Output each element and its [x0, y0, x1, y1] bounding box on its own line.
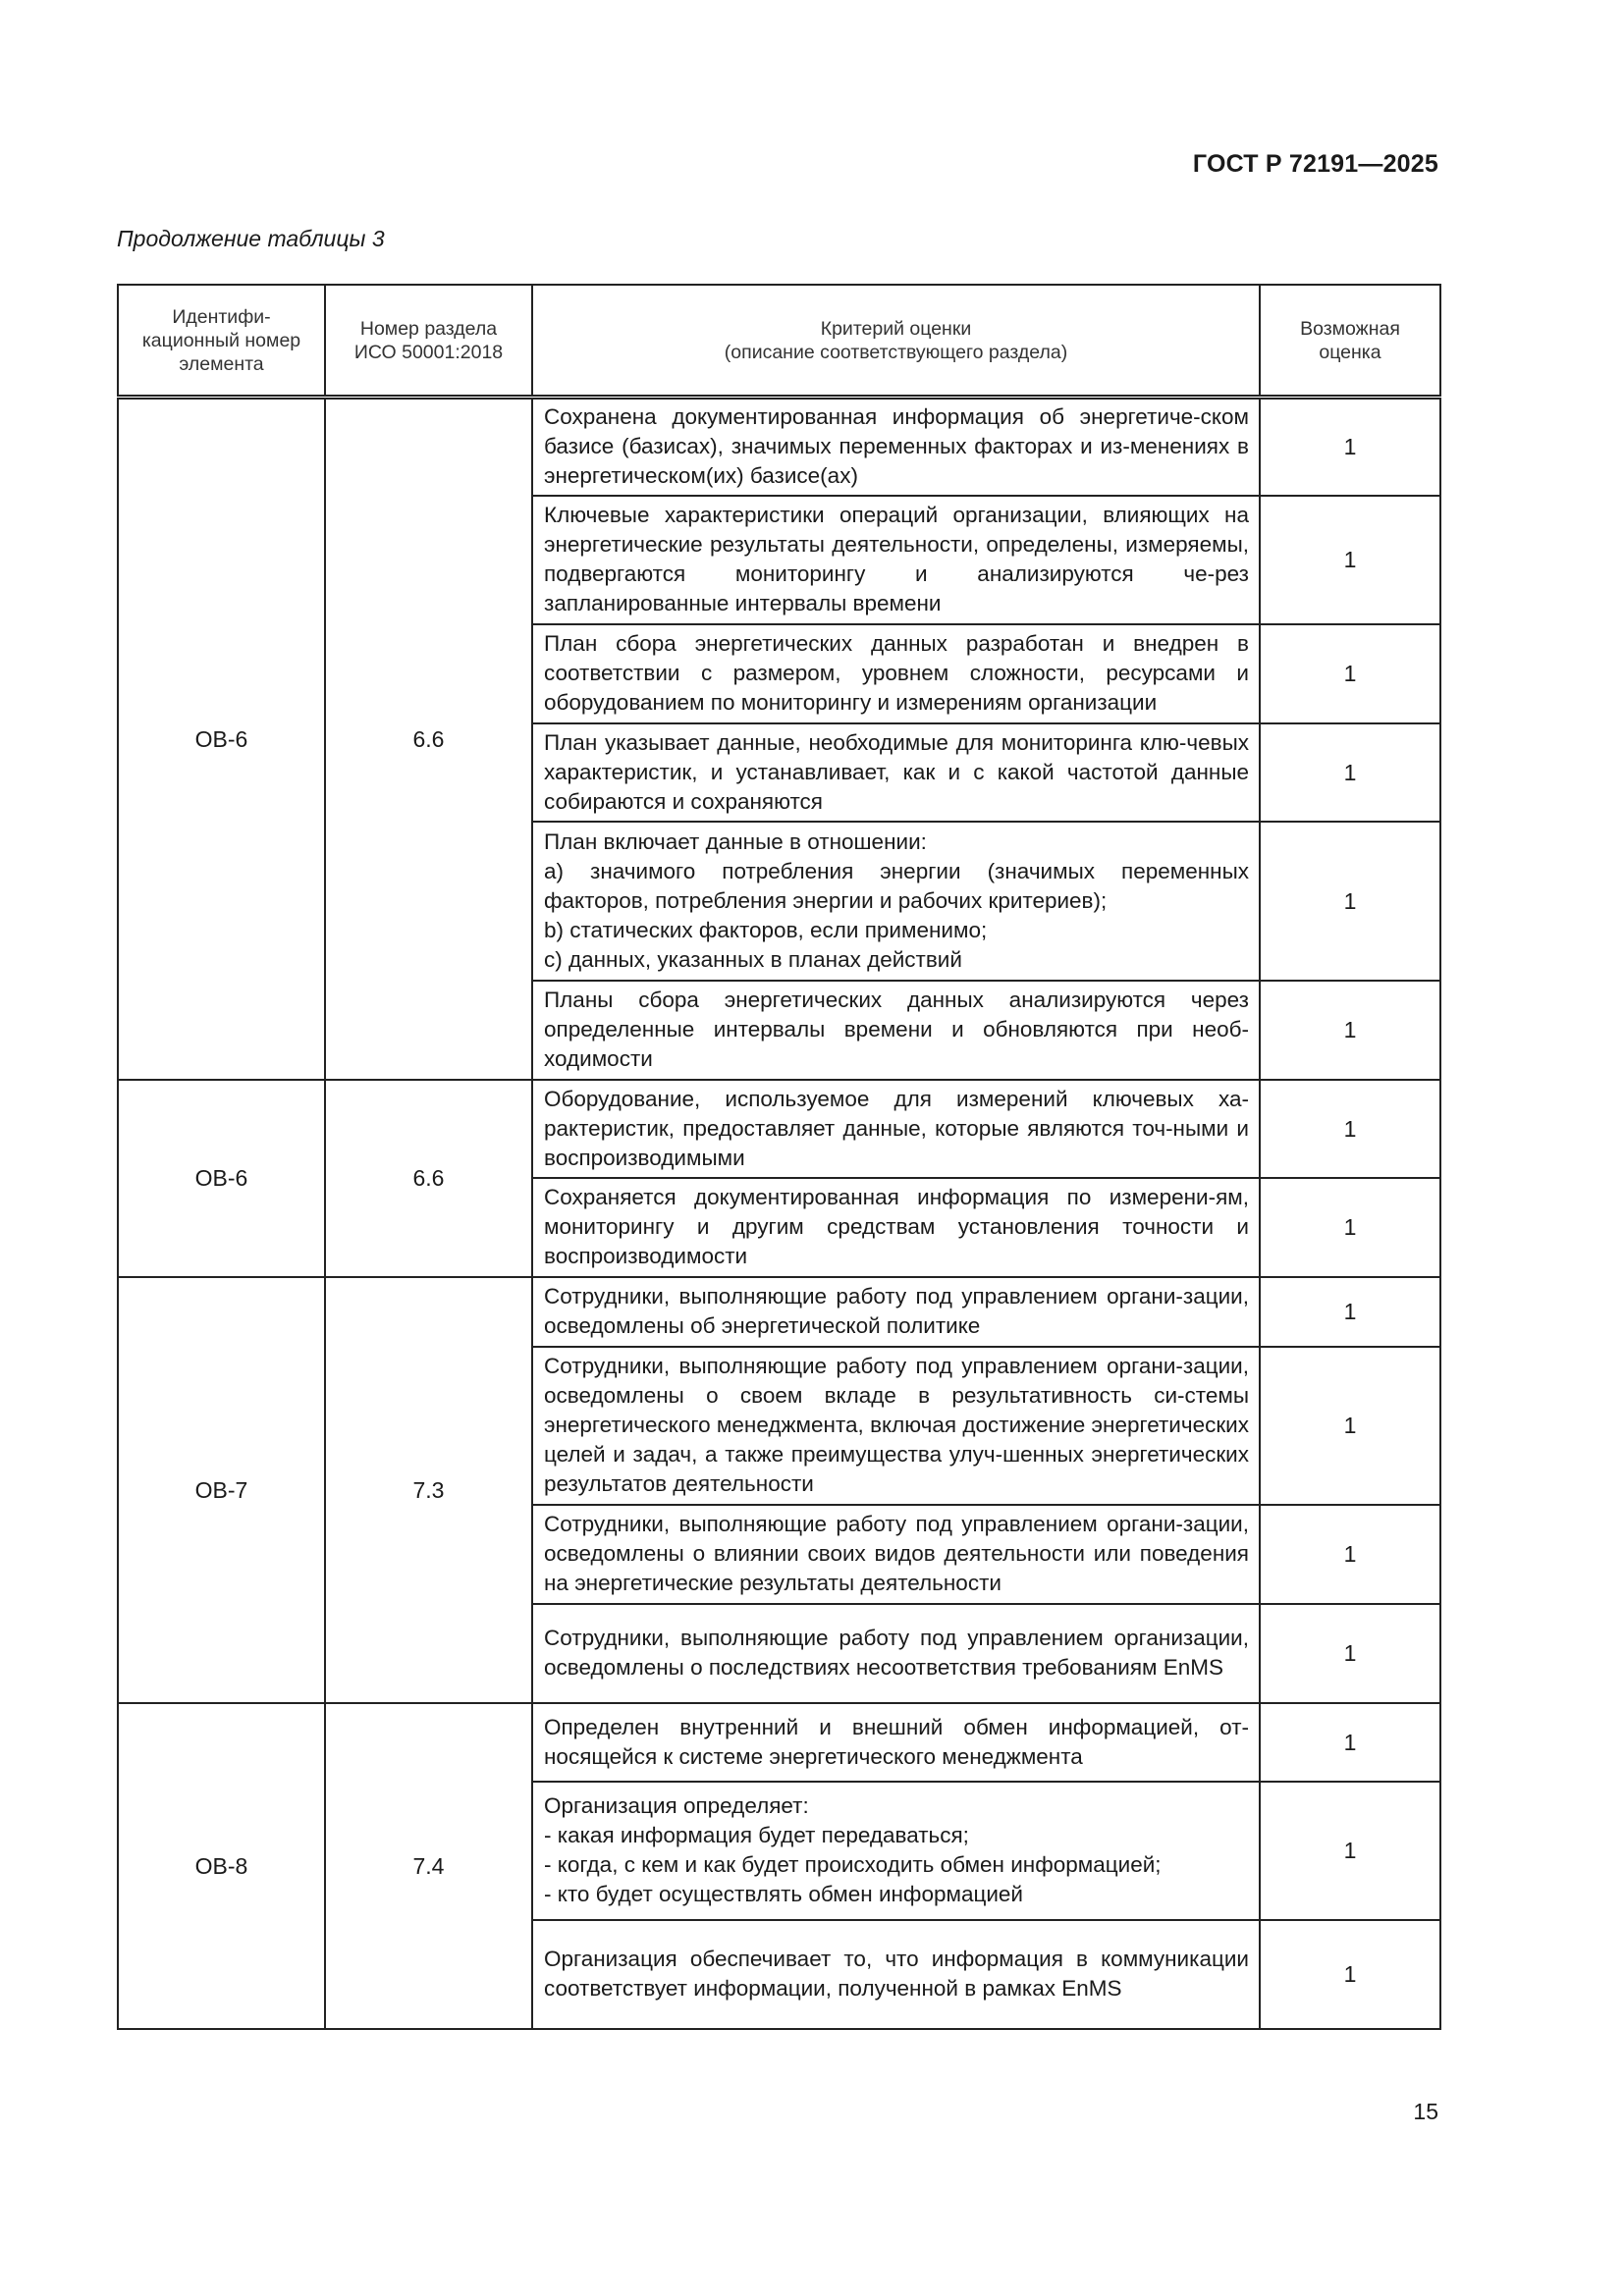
criterion-cell: Организация обеспечивает то, что информация в коммуникации соответствует информации, полученной в рамках EnMS — [532, 1920, 1260, 2029]
score-cell: 1 — [1260, 1178, 1440, 1277]
column-header-section: Номер раздела ИСО 50001:2018 — [325, 285, 532, 398]
table-row — [118, 1703, 1440, 1782]
score-cell: 1 — [1260, 723, 1440, 822]
criterion-cell: Сотрудники, выполняющие работу под управлением органи-зации, осведомлены о своем вкладе в результативность си-стемы энергетического менеджмента, включая достижение энергетических целей и задач, а также преимущества улуч-шенных энергетических результатов деятельности — [532, 1347, 1260, 1505]
score-cell: 1 — [1260, 1703, 1440, 1782]
score-cell: 1 — [1260, 981, 1440, 1080]
column-header-criterion: Критерий оценки (описание соответствующего раздела) — [532, 285, 1260, 398]
section-number-cell: 7.3 — [325, 1277, 532, 1703]
section-number-cell: 6.6 — [325, 398, 532, 1080]
criterion-cell: Сохраняется документированная информация по измерени-ям, мониторингу и другим средствам установления точности и воспроизводимости — [532, 1178, 1260, 1277]
element-id-cell: ОВ-6 — [118, 1080, 325, 1277]
criterion-cell: План включает данные в отношении: а) значимого потребления энергии (значимых переменных факторов, потребления энергии и рабочих критериев); b) статических факторов, если применимо; с) данных, указанных в планах действий — [532, 822, 1260, 981]
criterion-cell: План указывает данные, необходимые для мониторинга клю-чевых характеристик, и устанавливает, как и с какой частотой данные собираются и сохраняются — [532, 723, 1260, 822]
criterion-cell: Сотрудники, выполняющие работу под управлением организации, осведомлены о последствиях несоответствия требованиям EnMS — [532, 1604, 1260, 1703]
score-cell: 1 — [1260, 398, 1440, 496]
element-id-cell: ОВ-8 — [118, 1703, 325, 2029]
criterion-cell: Сохранена документированная информация об энергетиче-ском базисе (базисах), значимых переменных факторах и из-менениях в энергетическом(их) базисе(ах) — [532, 398, 1260, 496]
criterion-cell: План сбора энергетических данных разработан и внедрен в соответствии с размером, уровнем сложности, ресурсами и оборудованием по мониторингу и измерениям организации — [532, 624, 1260, 723]
criterion-cell: Ключевые характеристики операций организации, влияющих на энергетические результаты деятельности, определены, измеряемы, подвергаются мониторингу и анализируются че-рез запланированные интервалы времени — [532, 496, 1260, 624]
criterion-cell: Сотрудники, выполняющие работу под управлением органи-зации, осведомлены об энергетической политике — [532, 1277, 1260, 1347]
criterion-cell: Оборудование, используемое для измерений ключевых ха-рактеристик, предоставляет данные, которые являются точ-ными и воспроизводимыми — [532, 1080, 1260, 1178]
criterion-cell: Организация определяет: - какая информация будет передаваться; - когда, с кем и как будет происходить обмен информацией; - кто будет осуществлять обмен информацией — [532, 1782, 1260, 1920]
element-id-cell: ОВ-7 — [118, 1277, 325, 1703]
score-cell: 1 — [1260, 1604, 1440, 1703]
criterion-cell: Сотрудники, выполняющие работу под управлением органи-зации, осведомлены о влиянии своих видов деятельности или поведения на энергетические результаты деятельности — [532, 1505, 1260, 1604]
score-cell: 1 — [1260, 1080, 1440, 1178]
table-row — [118, 1080, 1440, 1178]
section-number-cell: 6.6 — [325, 1080, 532, 1277]
column-header-score: Возможная оценка — [1260, 285, 1440, 398]
score-cell: 1 — [1260, 624, 1440, 723]
document-code: ГОСТ Р 72191—2025 — [1192, 150, 1438, 178]
score-cell: 1 — [1260, 822, 1440, 981]
score-cell: 1 — [1260, 1347, 1440, 1505]
table-row — [118, 1277, 1440, 1347]
score-cell: 1 — [1260, 1920, 1440, 2029]
table-row — [118, 398, 1440, 496]
criterion-cell: Определен внутренний и внешний обмен информацией, от-носящейся к системе энергетического менеджмента — [532, 1703, 1260, 1782]
element-id-cell: ОВ-6 — [118, 398, 325, 1080]
column-header-id: Идентифи- кационный номер элемента — [118, 285, 325, 398]
section-number-cell: 7.4 — [325, 1703, 532, 2029]
criteria-table — [117, 284, 1441, 2030]
score-cell: 1 — [1260, 1277, 1440, 1347]
score-cell: 1 — [1260, 1782, 1440, 1920]
score-cell: 1 — [1260, 496, 1440, 624]
page-number: 15 — [1413, 2099, 1438, 2124]
criterion-cell: Планы сбора энергетических данных анализируются через определенные интервалы времени и обновляются при необ-ходимости — [532, 981, 1260, 1080]
table-caption: Продолжение таблицы 3 — [117, 226, 385, 251]
table-header-row — [118, 285, 1440, 398]
score-cell: 1 — [1260, 1505, 1440, 1604]
